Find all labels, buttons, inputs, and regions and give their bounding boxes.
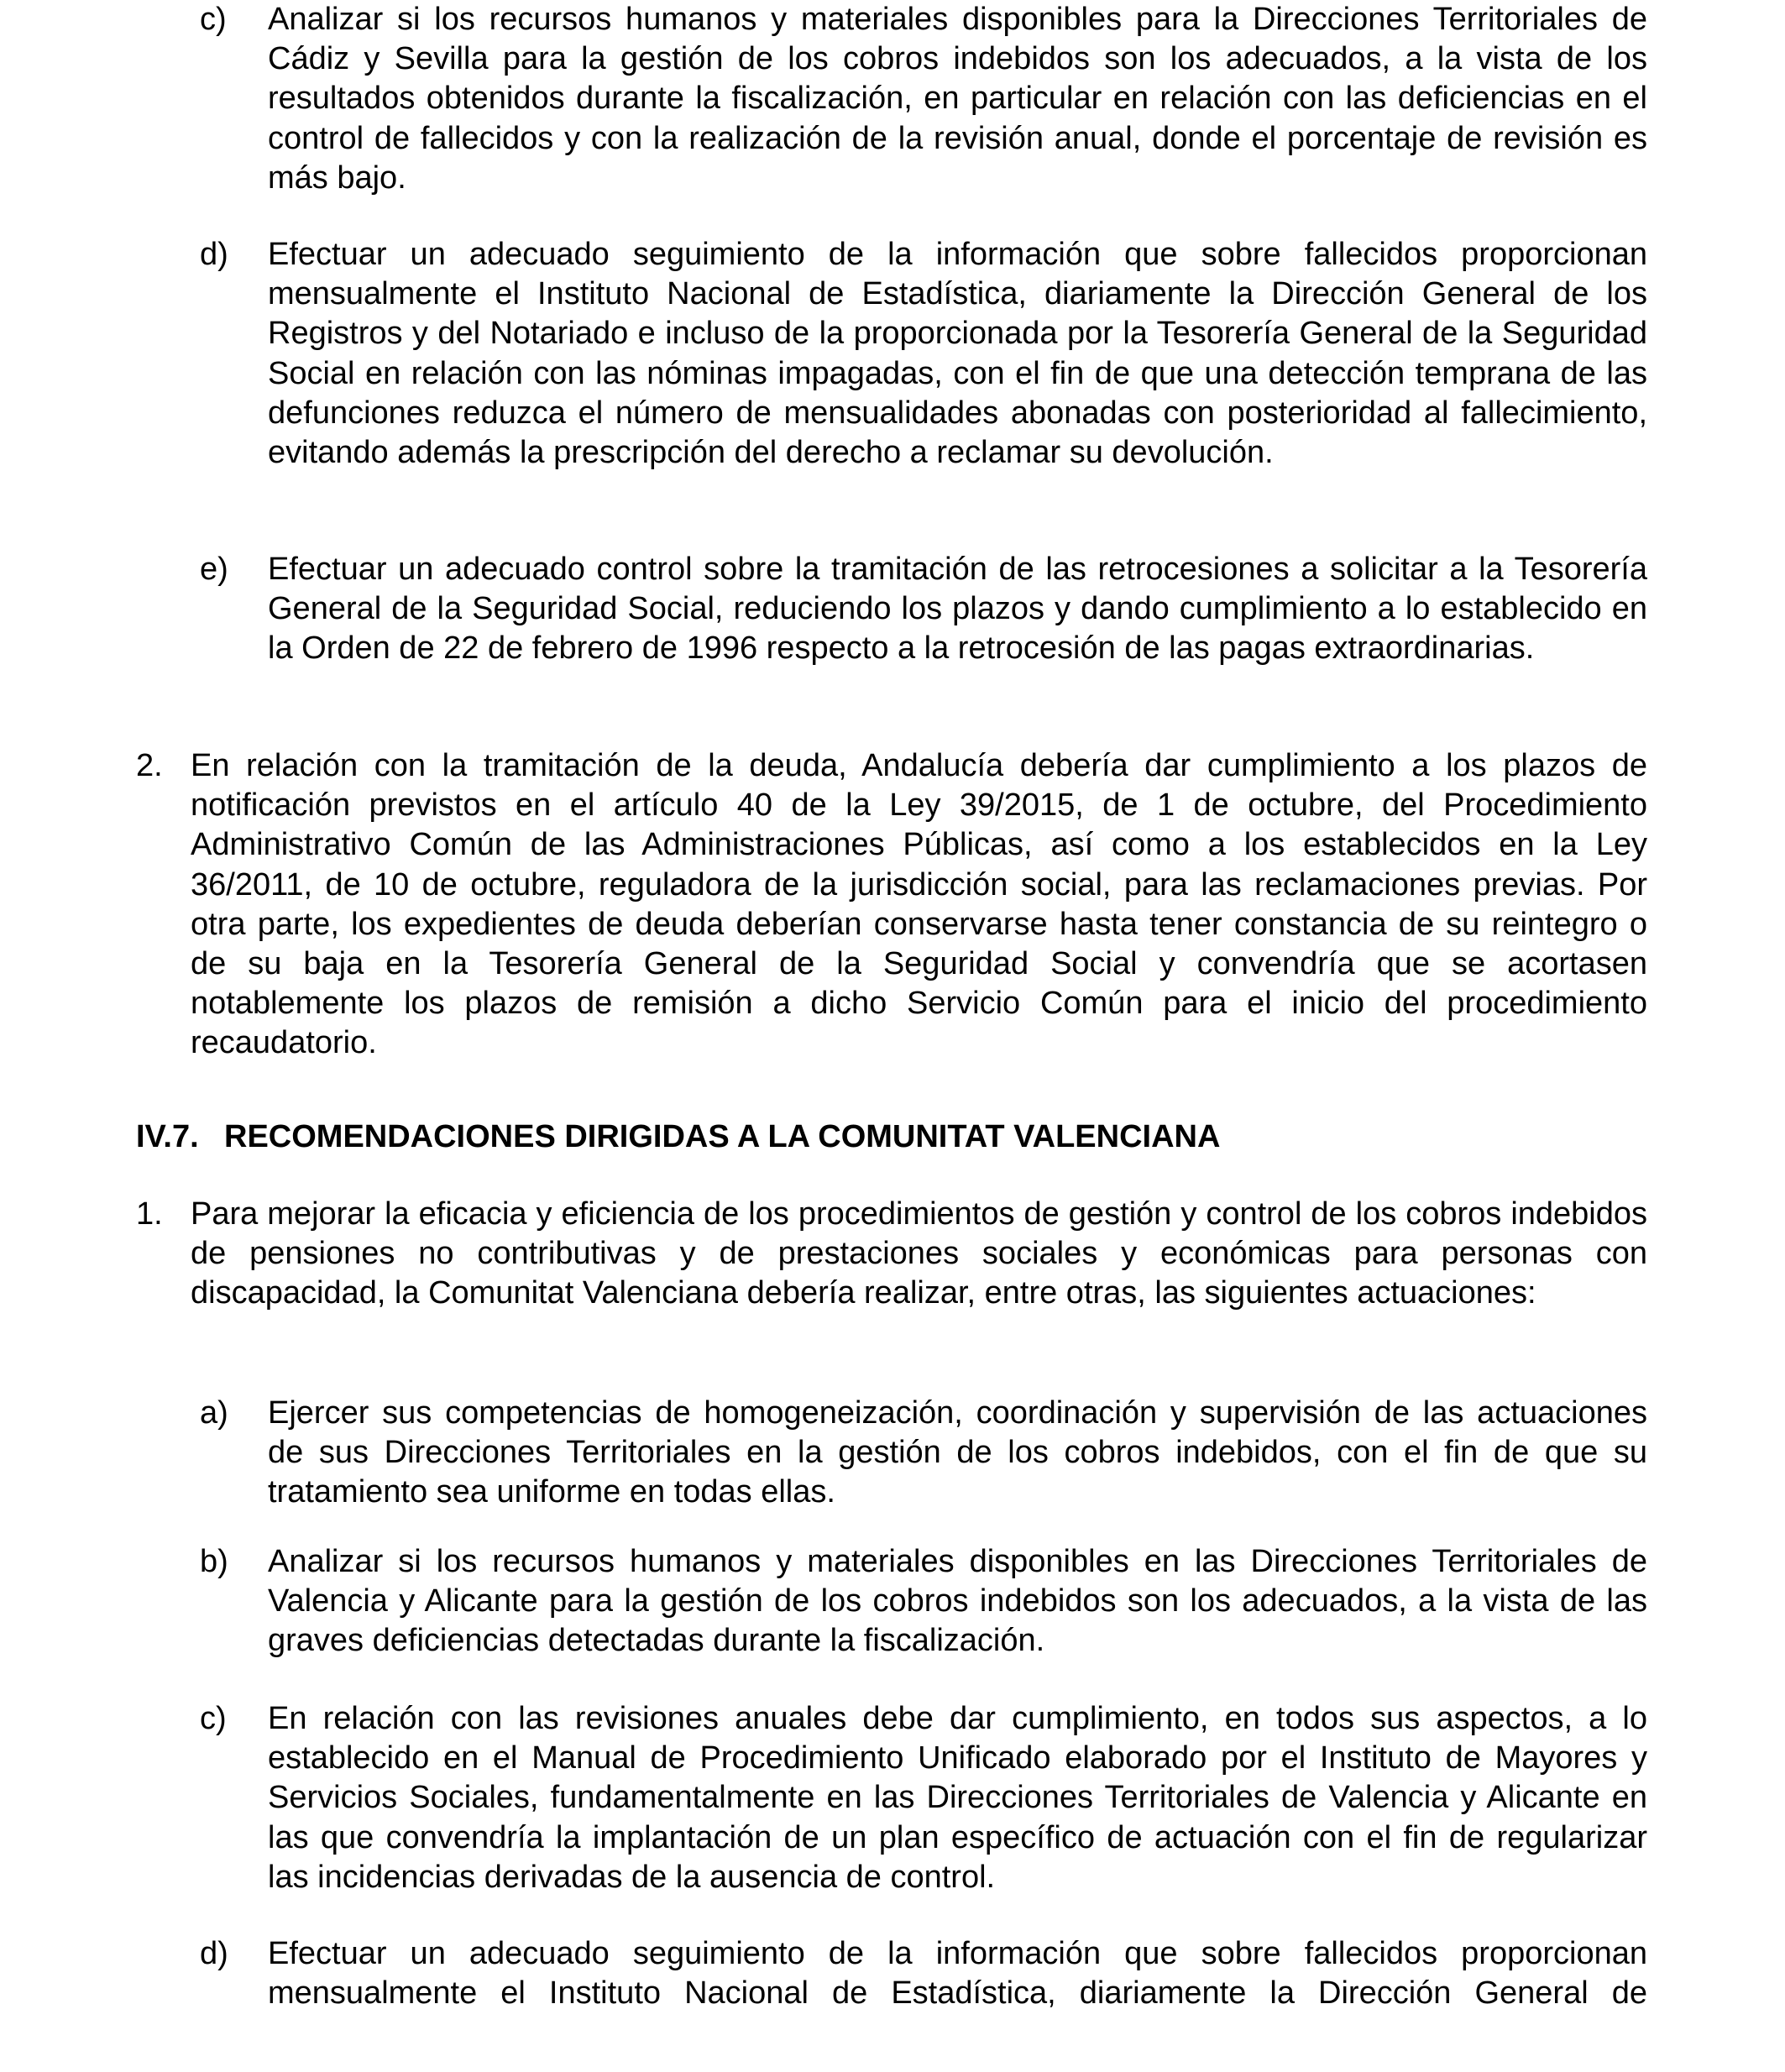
item-marker: c) xyxy=(200,2,227,37)
paragraph-c-andalucia: Analizar si los recursos humanos y materiales disponibles para la Direcciones Territoriales de Cádiz y Sevilla para la gestión de los cobros indebidos son los adecuados, a la vista de los resultados obtenidos durante la fiscalización, en particular en relación con las deficiencias en el control de fallecidos y con la realización de la revisión anual, donde el porcentaje de revisión es más bajo. xyxy=(268,2,1647,196)
section-number: IV.7. xyxy=(136,1119,199,1154)
section-heading xyxy=(136,1117,1220,1157)
paragraph-d-andalucia: Efectuar un adecuado seguimiento de la información que sobre fallecidos proporcionan mensualmente el Instituto Nacional de Estadística, diariamente la Dirección General de los Registros y del Notariado e incluso de la proporcionada por la Tesorería General de la Seguridad Social en relación con las nóminas impagadas, con el fin de que una detección temprana de las defunciones reduzca el número de mensualidades abonadas con posterioridad al fallecimiento, evitando además la prescripción del derecho a reclamar su devolución. xyxy=(268,237,1647,471)
paragraph-b-valenciana: Analizar si los recursos humanos y materiales disponibles en las Direcciones Territoriales de Valencia y Alicante para la gestión de los cobros indebidos son los adecuados, a la vista de las graves deficiencias detectadas durante la fiscalización. xyxy=(268,1544,1647,1659)
paragraph-1-valenciana: Para mejorar la eficacia y eficiencia de los procedimientos de gestión y control de los cobros indebidos de pensiones no contributivas y de prestaciones sociales y económicas para personas con discapacidad, la Comunitat Valenciana debería realizar, entre otras, las siguientes actuaciones: xyxy=(191,1196,1647,1311)
paragraph-a-valenciana: Ejercer sus competencias de homogeneización, coordinación y supervisión de las actuaciones de sus Direcciones Territoriales en la gestión de los cobros indebidos, con el fin de que su tratamiento sea uniforme en todas ellas. xyxy=(268,1395,1647,1510)
paragraph-c-valenciana: En relación con las revisiones anuales debe dar cumplimiento, en todos sus aspectos, a lo establecido en el Manual de Procedimiento Unificado elaborado por el Instituto de Mayores y Servicios Sociales, fundamentalmente en las Direcciones Territoriales de Valencia y Alicante en las que convendría la implantación de un plan específico de actuación con el fin de regularizar las incidencias derivadas de la ausencia de control. xyxy=(268,1701,1647,1895)
item-marker: 2. xyxy=(136,748,163,783)
item-marker: a) xyxy=(200,1395,228,1431)
section-title: RECOMENDACIONES DIRIGIDAS A LA COMUNITAT VALENCIANA xyxy=(224,1119,1221,1154)
item-marker: b) xyxy=(200,1544,228,1579)
item-marker: d) xyxy=(200,237,228,272)
paragraph-2-andalucia: En relación con la tramitación de la deuda, Andalucía debería dar cumplimiento a los plazos de notificación previstos en el artículo 40 de la Ley 39/2015, de 1 de octubre, del Procedimiento Administrativo Común de las Administraciones Públicas, así como a los establecidos en la Ley 36/2011, de 10 de octubre, reguladora de la jurisdicción social, para las reclamaciones previas. Por otra parte, los expedientes de deuda deberían conservarse hasta tener constancia de su reintegro o de su baja en la Tesorería General de la Seguridad Social y convendría que se acortasen notablemente los plazos de remisión a dicho Servicio Común para el inicio del procedimiento recaudatorio. xyxy=(191,748,1647,1061)
item-marker: d) xyxy=(200,1936,228,1971)
paragraph-d-valenciana: Efectuar un adecuado seguimiento de la información que sobre fallecidos proporcionan mensualmente el Instituto Nacional de Estadística, diariamente la Dirección General de xyxy=(268,1936,1647,2012)
item-marker: 1. xyxy=(136,1196,163,1232)
paragraph-e-andalucia: Efectuar un adecuado control sobre la tramitación de las retrocesiones a solicitar a la Tesorería General de la Seguridad Social, reduciendo los plazos y dando cumplimiento a lo establecido en la Orden de 22 de febrero de 1996 respecto a la retrocesión de las pagas extraordinarias. xyxy=(268,552,1647,667)
item-marker: c) xyxy=(200,1701,227,1736)
item-marker: e) xyxy=(200,552,228,587)
